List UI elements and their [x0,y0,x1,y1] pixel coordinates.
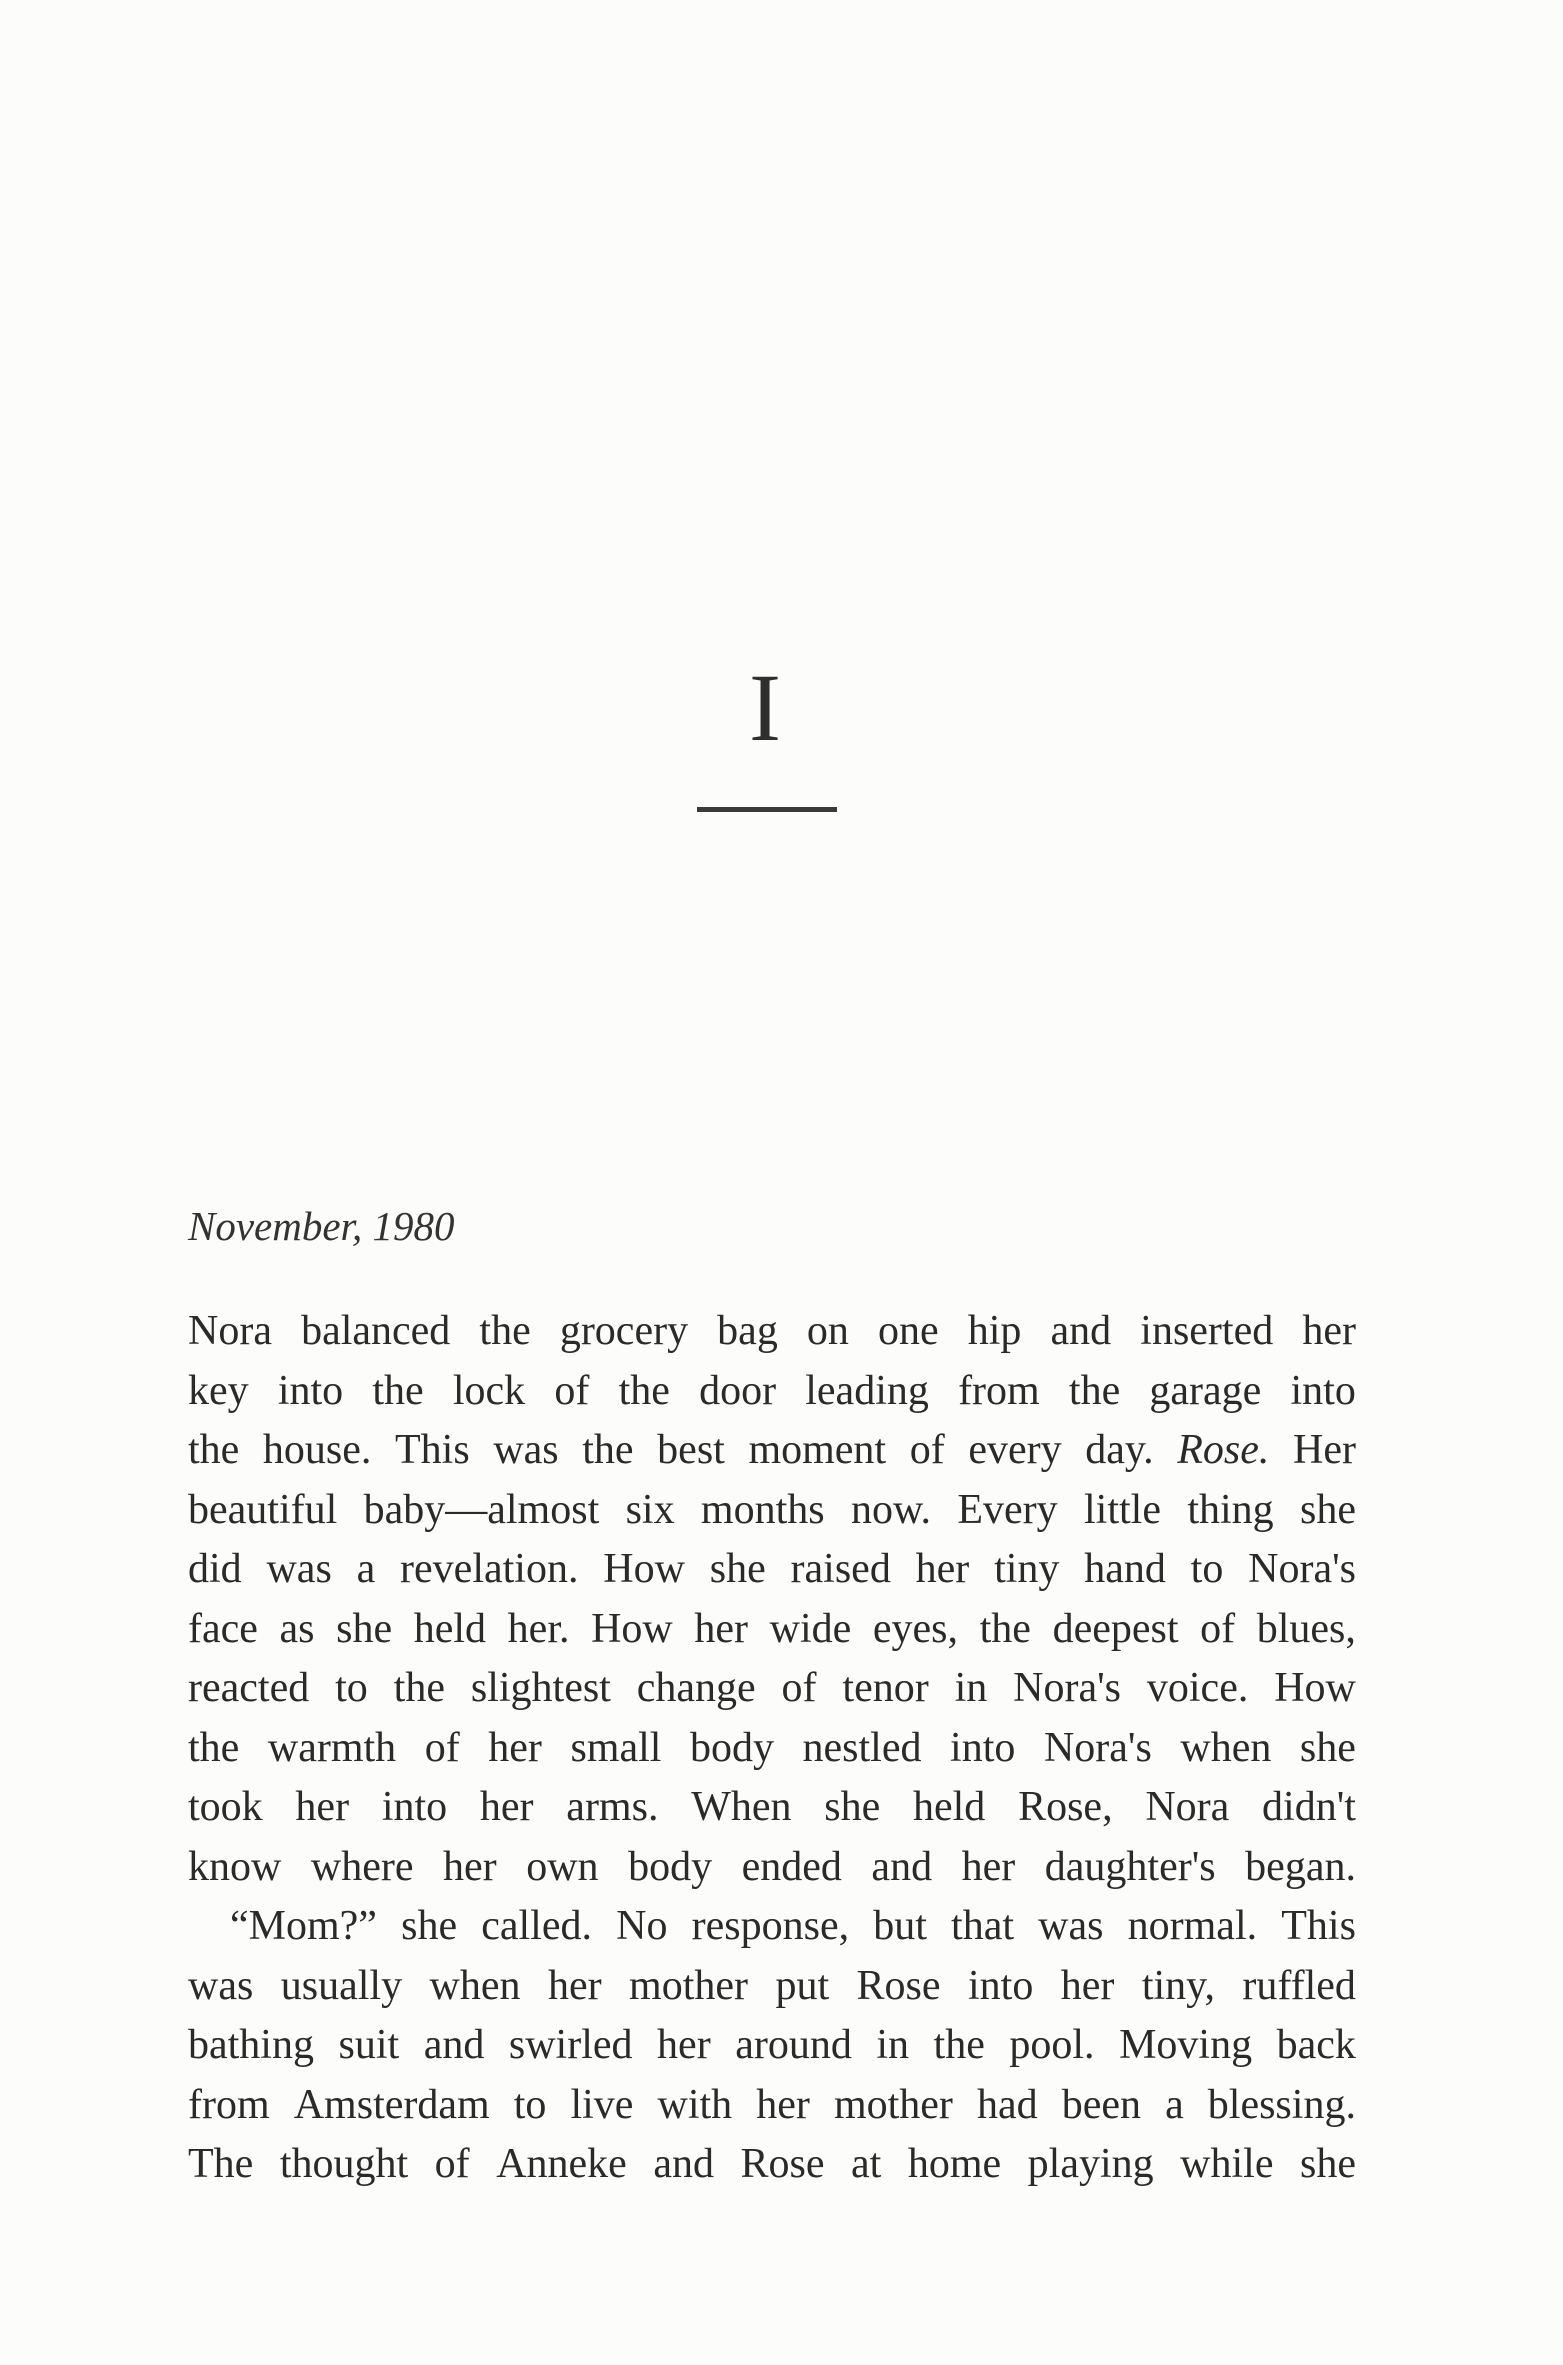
paragraph-2 [188,1897,1356,2195]
text-line: from Amsterdam to live with her mother had been a blessing. [188,2081,1356,2128]
body-text [188,1302,1356,2195]
text-line: was usually when her mother put Rose into her tiny, ruffled [188,1962,1356,2009]
text-line: know where her own body ended and her daughter's began. [188,1843,1356,1890]
text-line: reacted to the slightest change of tenor in Nora's voice. How [188,1665,1356,1711]
text-line: took her into her arms. When she held Rose, Nora didn't [188,1784,1356,1830]
text-line: bathing suit and swirled her around in the pool. Moving back [188,2022,1356,2068]
text-line: “Mom?” she called. No response, but that was normal. This [230,1903,1356,1949]
dateline: November, 1980 [188,1203,455,1249]
text-line: key into the lock of the door leading from the garage into [188,1367,1356,1414]
chapter-rule [697,807,837,812]
chapter-number: I [749,654,781,761]
text-line: the house. This was the best moment of every day. Rose. Her [188,1427,1356,1473]
text-line: The thought of Anneke and Rose at home playing while she [188,2141,1356,2187]
text-line: the warmth of her small body nestled into Nora's when she [188,1724,1356,1771]
paragraph-1 [188,1302,1356,1897]
text-line: face as she held her. How her wide eyes, the deepest of blues, [188,1605,1356,1652]
text-line: beautiful baby—almost six months now. Every little thing she [188,1486,1356,1533]
text-line: Nora balanced the grocery bag on one hip and inserted her [188,1308,1356,1354]
text-line: did was a revelation. How she raised her tiny hand to Nora's [188,1546,1356,1592]
